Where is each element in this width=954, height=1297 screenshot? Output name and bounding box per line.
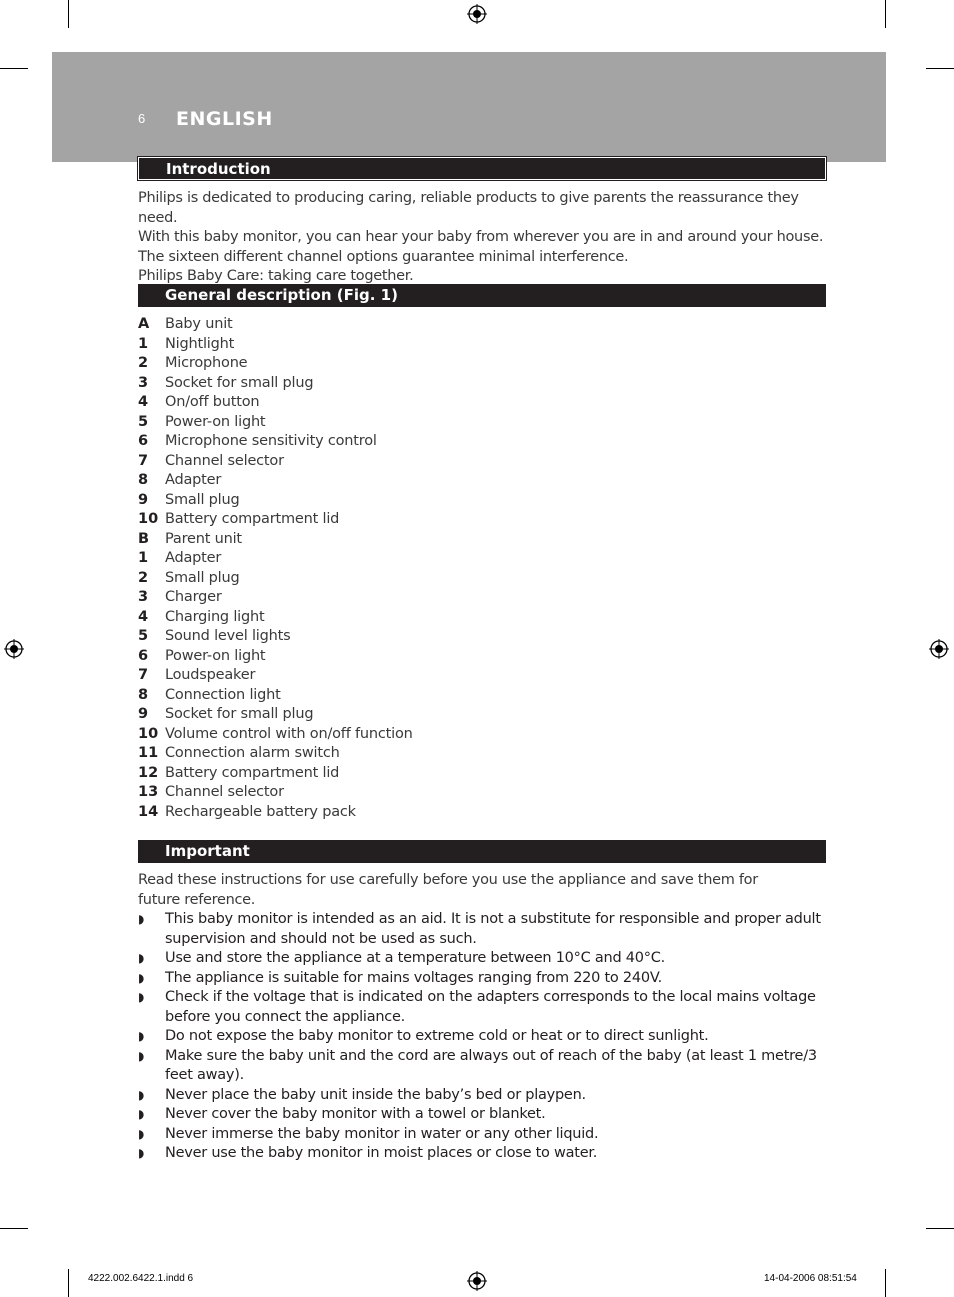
part-name: Parent unit [165, 530, 242, 547]
part-name: Nightlight [165, 335, 235, 352]
file-info: 4222.002.6422.1.indd 6 [88, 1273, 194, 1284]
part-name: Battery compartment lid [165, 511, 340, 527]
header-band [52, 52, 886, 162]
introduction-paragraph [138, 189, 838, 287]
part-label: 1 [138, 550, 149, 566]
bullet-text: Never use the baby monitor in moist places or close to water. [165, 1145, 598, 1161]
part-name: Charging light [165, 608, 265, 625]
part-name: Small plug [165, 569, 240, 586]
part-name: Socket for small plug [165, 706, 314, 722]
important-bullet [138, 1105, 838, 1125]
part-label: 11 [138, 745, 159, 761]
important-bullet [138, 1047, 838, 1086]
introduction-line: The sixteen different channel options guarantee minimal interference. [138, 248, 629, 265]
part-name: Adapter [165, 550, 222, 566]
part-label: B [138, 530, 150, 547]
bullet-text: Never cover the baby monitor with a towel or blanket. [165, 1106, 546, 1122]
part-label: 14 [138, 803, 159, 820]
part-label: 1 [138, 335, 149, 352]
part-name: Battery compartment lid [165, 764, 340, 781]
bullet-mark-icon: ◗ [138, 1107, 145, 1121]
part-label: 3 [138, 589, 149, 605]
part-name: Connection alarm switch [165, 745, 340, 761]
part-name: Microphone [165, 355, 248, 371]
section-heading-introduction: Introduction [138, 157, 826, 180]
important-bullet [138, 1144, 838, 1164]
important-bullet [138, 1125, 838, 1145]
part-label: 8 [138, 472, 149, 488]
part-label: 2 [138, 569, 149, 586]
registration-mark-icon [467, 4, 487, 24]
bullet-text: Do not expose the baby monitor to extreme cold or heat or to direct sunlight. [165, 1028, 709, 1044]
part-label: 10 [138, 725, 159, 742]
part-label: 6 [138, 433, 149, 449]
part-label: 8 [138, 686, 149, 703]
print-timestamp: 14-04-2006 08:51:54 [764, 1273, 857, 1284]
bullet-text: Never immerse the baby monitor in water or any other liquid. [165, 1125, 599, 1142]
bullet-mark-icon: ◗ [138, 1029, 145, 1043]
bullet-text: Check if the voltage that is indicated on the adapters corresponds to the local mains voltage before you connect the appliance. [165, 989, 816, 1025]
part-name: Rechargeable battery pack [165, 803, 356, 820]
part-name: Channel selector [165, 784, 284, 800]
crop-mark [0, 1228, 28, 1229]
part-label: 7 [138, 452, 149, 469]
section-heading-general-description: General description (Fig. 1) [138, 284, 826, 307]
part-label: 3 [138, 374, 149, 391]
bullet-text: Make sure the baby unit and the cord are always out of reach of the baby (at least 1 metre/3 feet away). [165, 1047, 817, 1083]
bullet-mark-icon: ◗ [138, 1126, 145, 1141]
bullet-mark-icon: ◗ [138, 951, 145, 965]
crop-mark [68, 0, 69, 28]
page-number: 6 [138, 111, 146, 126]
part-name: Baby unit [165, 316, 233, 332]
part-label: 10 [138, 511, 159, 527]
part-name: Charger [165, 589, 222, 605]
part-name: Sound level lights [165, 628, 291, 644]
crop-mark [885, 1269, 886, 1297]
part-name: Socket for small plug [165, 374, 314, 391]
crop-mark [926, 1228, 954, 1229]
part-label: 2 [138, 355, 149, 371]
important-bullet [138, 1086, 838, 1106]
part-name: Adapter [165, 472, 222, 488]
part-label: 5 [138, 413, 149, 430]
bullet-mark-icon: ◗ [138, 912, 145, 926]
bullet-mark-icon: ◗ [138, 1087, 145, 1102]
part-name: On/off button [165, 394, 260, 410]
part-name: Volume control with on/off function [165, 725, 413, 742]
registration-mark-icon [4, 639, 24, 659]
important-bullet [138, 1027, 838, 1047]
crop-mark [926, 68, 954, 69]
language-title: ENGLISH [176, 108, 273, 130]
part-name: Power-on light [165, 413, 266, 430]
bullet-mark-icon: ◗ [138, 1048, 145, 1063]
part-name: Loudspeaker [165, 667, 256, 683]
part-name: Connection light [165, 686, 281, 703]
part-name: Channel selector [165, 452, 284, 469]
part-name: Small plug [165, 491, 240, 508]
crop-mark [0, 68, 28, 69]
crop-mark [68, 1269, 69, 1297]
introduction-line: Philips is dedicated to producing caring, reliable products to give parents the reassurance they need. [138, 190, 799, 226]
bullet-mark-icon: ◗ [138, 990, 145, 1004]
registration-mark-icon [929, 639, 949, 659]
bullet-text: The appliance is suitable for mains voltages ranging from 220 to 240V. [165, 969, 662, 986]
important-bullet-list [138, 910, 838, 1164]
part-label: 12 [138, 764, 159, 781]
important-bullet [138, 988, 838, 1027]
part-label: 6 [138, 647, 149, 664]
part-label: 5 [138, 628, 149, 644]
bullet-mark-icon: ◗ [138, 970, 145, 985]
crop-mark [885, 0, 886, 28]
part-label: 4 [138, 608, 149, 625]
part-name: Microphone sensitivity control [165, 433, 377, 449]
part-label: 9 [138, 706, 149, 722]
bullet-text: Use and store the appliance at a temperature between 10°C and 40°C. [165, 950, 665, 966]
part-label: 7 [138, 667, 149, 683]
important-bullet [138, 949, 838, 969]
section-heading-important: Important [138, 840, 826, 863]
bullet-mark-icon: ◗ [138, 1146, 145, 1160]
part-label: 9 [138, 491, 149, 508]
introduction-line: Philips Baby Care: taking care together. [138, 268, 414, 284]
registration-mark-icon [467, 1271, 487, 1291]
important-bullet [138, 910, 838, 949]
part-label: 13 [138, 784, 159, 800]
bullet-text: Never place the baby unit inside the baby’s bed or playpen. [165, 1086, 586, 1103]
part-name: Power-on light [165, 647, 266, 664]
bullet-text: This baby monitor is intended as an aid. It is not a substitute for responsible and proper adult supervision and should not be used as such. [165, 911, 821, 947]
important-intro [138, 871, 838, 910]
part-label: A [138, 316, 150, 332]
important-intro-text: Read these instructions for use carefully before you use the appliance and save them for future reference. [138, 872, 758, 908]
introduction-line: With this baby monitor, you can hear your baby from wherever you are in and around your house. [138, 229, 824, 245]
part-label: 4 [138, 394, 149, 410]
important-bullet [138, 969, 838, 989]
